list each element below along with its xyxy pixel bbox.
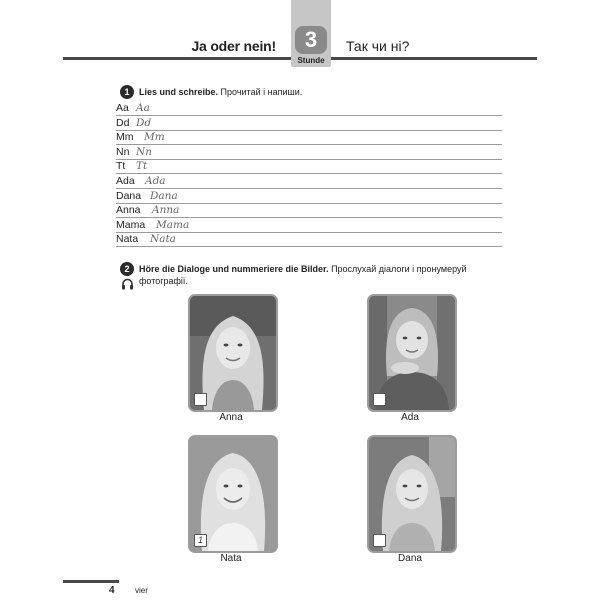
task-1-number: 1 — [120, 85, 134, 99]
page-title-german: Ja oder nein! — [191, 38, 276, 54]
writing-line[interactable] — [116, 100, 502, 116]
task-2-instruction-de: Höre die Dialoge und nummeriere die Bilder. — [139, 264, 329, 274]
header-rule-right — [331, 57, 537, 60]
footer-rule — [63, 580, 119, 583]
photo-2-number-box[interactable] — [373, 393, 386, 406]
handwritten-answer: Mm — [144, 131, 165, 144]
writing-line[interactable] — [116, 231, 502, 247]
task-2-instruction — [139, 263, 509, 287]
handwritten-answer: Anna — [152, 204, 180, 217]
page-number: 4 — [109, 585, 115, 596]
page-title-ukrainian: Так чи ні? — [346, 38, 410, 54]
writing-line-label: Nata — [116, 233, 139, 246]
photo-3-number-box[interactable]: 1 — [194, 534, 207, 547]
lesson-number: 3 — [295, 26, 327, 54]
writing-line[interactable] — [116, 202, 502, 218]
handwritten-answer: Nata — [150, 233, 176, 246]
writing-line-label: Anna — [116, 204, 141, 217]
photo-girl-1 — [188, 294, 278, 412]
handwritten-answer: Nn — [136, 145, 152, 158]
handwritten-answer: Ada — [145, 175, 166, 187]
task-2-number: 2 — [120, 262, 134, 276]
writing-line[interactable] — [116, 115, 502, 131]
handwritten-answer: Dana — [150, 189, 178, 202]
photo-1-caption: Anna — [219, 412, 243, 423]
photo-girl-3 — [188, 435, 278, 553]
writing-line-label: Tt — [116, 160, 126, 173]
header-rule-left — [63, 57, 291, 60]
writing-line[interactable] — [116, 217, 502, 233]
writing-line-label: Mama — [116, 218, 146, 231]
task-2-instruction-ua-1: Прослухай діалоги і пронумеруй — [331, 264, 467, 274]
writing-line-label: Mm — [116, 131, 134, 144]
writing-line-label: Ada — [116, 175, 135, 187]
lesson-label: Stunde — [297, 56, 325, 65]
photo-3-caption: Nata — [220, 553, 242, 564]
writing-line[interactable] — [116, 158, 502, 174]
writing-line[interactable] — [116, 144, 502, 160]
writing-line-label: Dd — [116, 116, 130, 129]
writing-line[interactable] — [116, 173, 502, 189]
photo-4-number-box[interactable] — [373, 534, 386, 547]
photo-2-caption: Ada — [401, 412, 419, 423]
handwritten-answer: Tt — [136, 160, 148, 173]
handwritten-answer: Mama — [156, 218, 190, 231]
photo-4-caption: Dana — [398, 553, 422, 564]
writing-line[interactable] — [116, 129, 502, 145]
task-1-instruction-de: Lies und schreibe. — [139, 87, 219, 97]
handwritten-answer: Dd — [136, 116, 152, 129]
photo-girl-4 — [367, 435, 457, 553]
task-2-instruction-ua-2: фотографії. — [139, 276, 188, 286]
handwritten-answer: Aa — [136, 102, 150, 114]
writing-line[interactable] — [116, 188, 502, 204]
task-1-instruction — [139, 86, 302, 98]
task-1-instruction-ua: Прочитай і напиши. — [220, 87, 303, 97]
photo-1-number-box[interactable] — [194, 393, 207, 406]
headphones-icon[interactable] — [121, 277, 134, 295]
writing-line-label: Nn — [116, 145, 130, 158]
photo-girl-2 — [367, 294, 457, 412]
writing-line-label: Dana — [116, 189, 142, 202]
page-number-word: vier — [135, 586, 148, 595]
writing-line-label: Aa — [116, 102, 129, 114]
